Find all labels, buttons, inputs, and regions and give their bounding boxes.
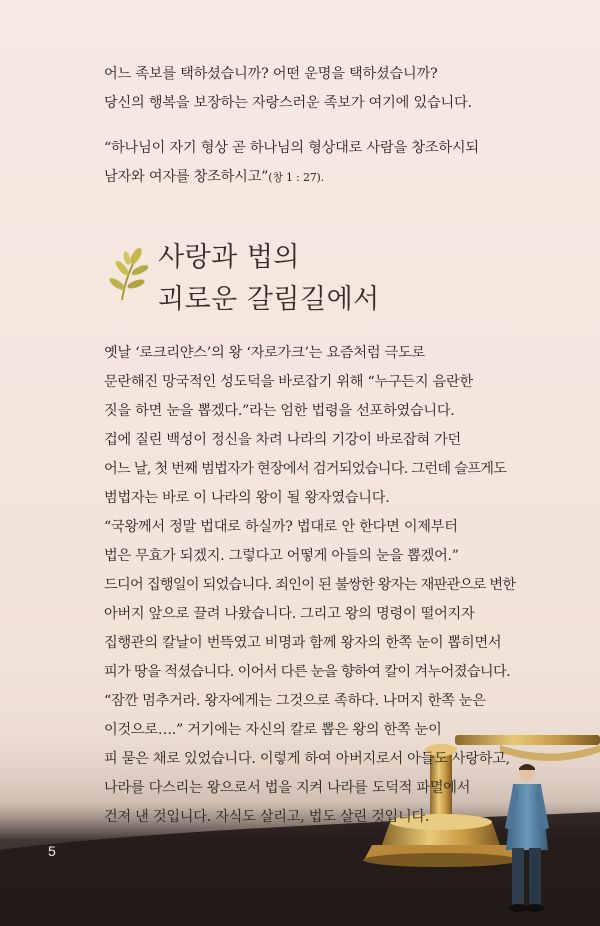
bible-quote — [104, 134, 544, 192]
story-line: 이것으로….” 거기에는 자신의 칼로 뽑은 왕의 한쪽 눈이 — [104, 722, 442, 738]
quote-line: “하나님이 자기 형상 곧 하나님의 형상대로 사람을 창조하시되 — [104, 140, 479, 156]
story-line: 옛날 ‘로크리얀스’의 왕 ‘자로가크’는 요즘처럼 극도로 — [104, 345, 425, 361]
story-line: 피 묻은 채로 있었습니다. 이렇게 하여 아버지로서 아들도 사랑하고, — [104, 751, 510, 767]
story-line: 아버지 앞으로 끌려 나왔습니다. 그리고 왕의 명령이 떨어지자 — [104, 606, 475, 622]
heading-line-1: 사랑과 법의 — [158, 242, 300, 273]
story-line: 집행관의 칼날이 번뜩였고 비명과 함께 왕자의 한쪽 눈이 뽑히면서 — [104, 635, 502, 651]
story-line: “잠깐 멈추거라. 왕자에게는 그것으로 족하다. 나머지 한쪽 눈은 — [104, 693, 486, 709]
quote-reference: (창 1 : 27). — [268, 171, 324, 184]
page-number: 5 — [48, 843, 56, 859]
intro-line: 어느 족보를 택하셨습니까? 어떤 운명을 택하셨습니까? — [104, 66, 438, 82]
intro-line: 당신의 행복을 보장하는 자랑스러운 족보가 여기에 있습니다. — [104, 95, 472, 111]
story-line: 어느 날, 첫 번째 범법자가 현장에서 검거되었습니다. 그런데 슬프게도 — [104, 461, 507, 477]
story-line: 짓을 하면 눈을 뽑겠다.”라는 엄한 법령을 선포하였습니다. — [104, 403, 455, 419]
quote-line-2 — [104, 163, 544, 192]
intro-paragraph — [104, 60, 544, 118]
story-line: 드디어 집행일이 되었습니다. 죄인이 된 불쌍한 왕자는 재판관으로 변한 — [104, 577, 516, 593]
story-line: 건져 낸 것입니다. 자식도 살리고, 법도 살린 것입니다. — [104, 809, 430, 825]
story-paragraph — [104, 339, 544, 832]
story-line: 피가 땅을 적셨습니다. 이어서 다른 눈을 향하여 칼이 겨누어졌습니다. — [104, 664, 511, 680]
story-line: 겁에 질린 백성이 정신을 차려 나라의 기강이 바로잡혀 가던 — [104, 432, 462, 448]
story-line: 법은 무효가 되겠지. 그렇다고 어떻게 아들의 눈을 뽑겠어.” — [104, 548, 459, 564]
story-line: “국왕께서 정말 법대로 하실까? 법대로 안 한다면 이제부터 — [104, 519, 458, 535]
heading-line-2: 괴로운 갈림길에서 — [158, 284, 380, 315]
quote-text: 남자와 여자를 창조하시고” — [104, 169, 269, 185]
story-line: 문란해진 망국적인 성도덕을 바로잡기 위해 “누구든지 음란한 — [104, 374, 473, 390]
story-line: 나라를 다스리는 왕으로서 법을 지켜 나라를 도덕적 파멸에서 — [104, 780, 471, 796]
story-line: 범법자는 바로 이 나라의 왕이 될 왕자였습니다. — [104, 490, 390, 506]
leaf-sprig-icon — [108, 246, 148, 302]
